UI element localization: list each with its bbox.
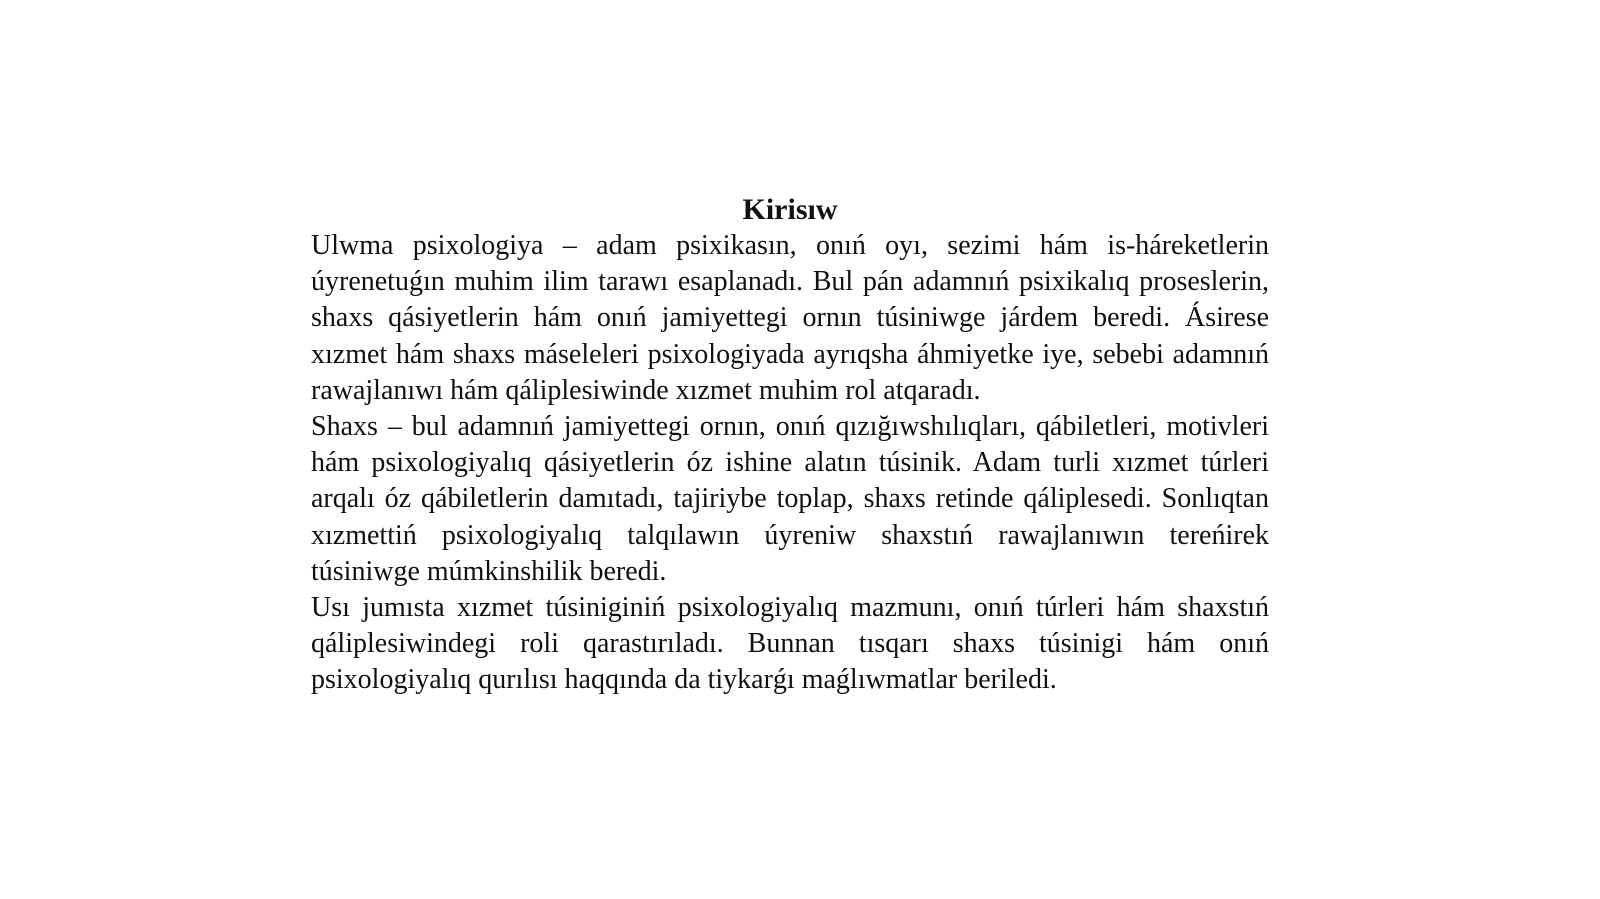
paragraph-scope: Usı jumısta xızmet túsiniginiń psixologiyalıq mazmunı, onıń túrleri hám shaxstıń qáliplesiwindegi roli qarastırıladı. Bunnan tısqarı shaxs túsinigi hám onıń psixologiyalıq qurılısı haqqında da tiykarǵı maǵlıwmatlar beriledi.	[311, 592, 1269, 696]
paragraph-personality: Shaxs – bul adamnıń jamiyettegi ornın, onıń qızığıwshılıqları, qábiletleri, motivleri hám psixologiyalıq qásiyetlerin óz ishine alatın túsinik. Adam turli xızmet túrleri arqalı óz qábiletlerin damıtadı, tajiriybe toplap, shaxs retinde qáliplesedi. Sonlıqtan xızmettiń psixologiyalıq talqılawın úyreniw shaxstıń rawajlanıwın tereńirek túsiniwge múmkinshilik beredi.	[311, 411, 1269, 587]
paragraph-intro: Ulwma psixologiya – adam psixikasın, onıń oyı, sezimi hám is-háreketlerin úyrenetuǵın muhim ilim tarawı esaplanadı. Bul pán adamnıń psixikalıq proseslerin, shaxs qásiyetlerin hám onıń jamiyettegi ornın túsiniwge járdem beredi. Ásirese xızmet hám shaxs máseleleri psixologiyada ayrıqsha áhmiyetke iye, sebebi adamnıń rawajlanıwı hám qáliplesiwinde xızmet muhim rol atqaradı.	[311, 230, 1269, 406]
page-title: Kirisıw	[742, 193, 838, 226]
document-body	[311, 192, 1269, 699]
